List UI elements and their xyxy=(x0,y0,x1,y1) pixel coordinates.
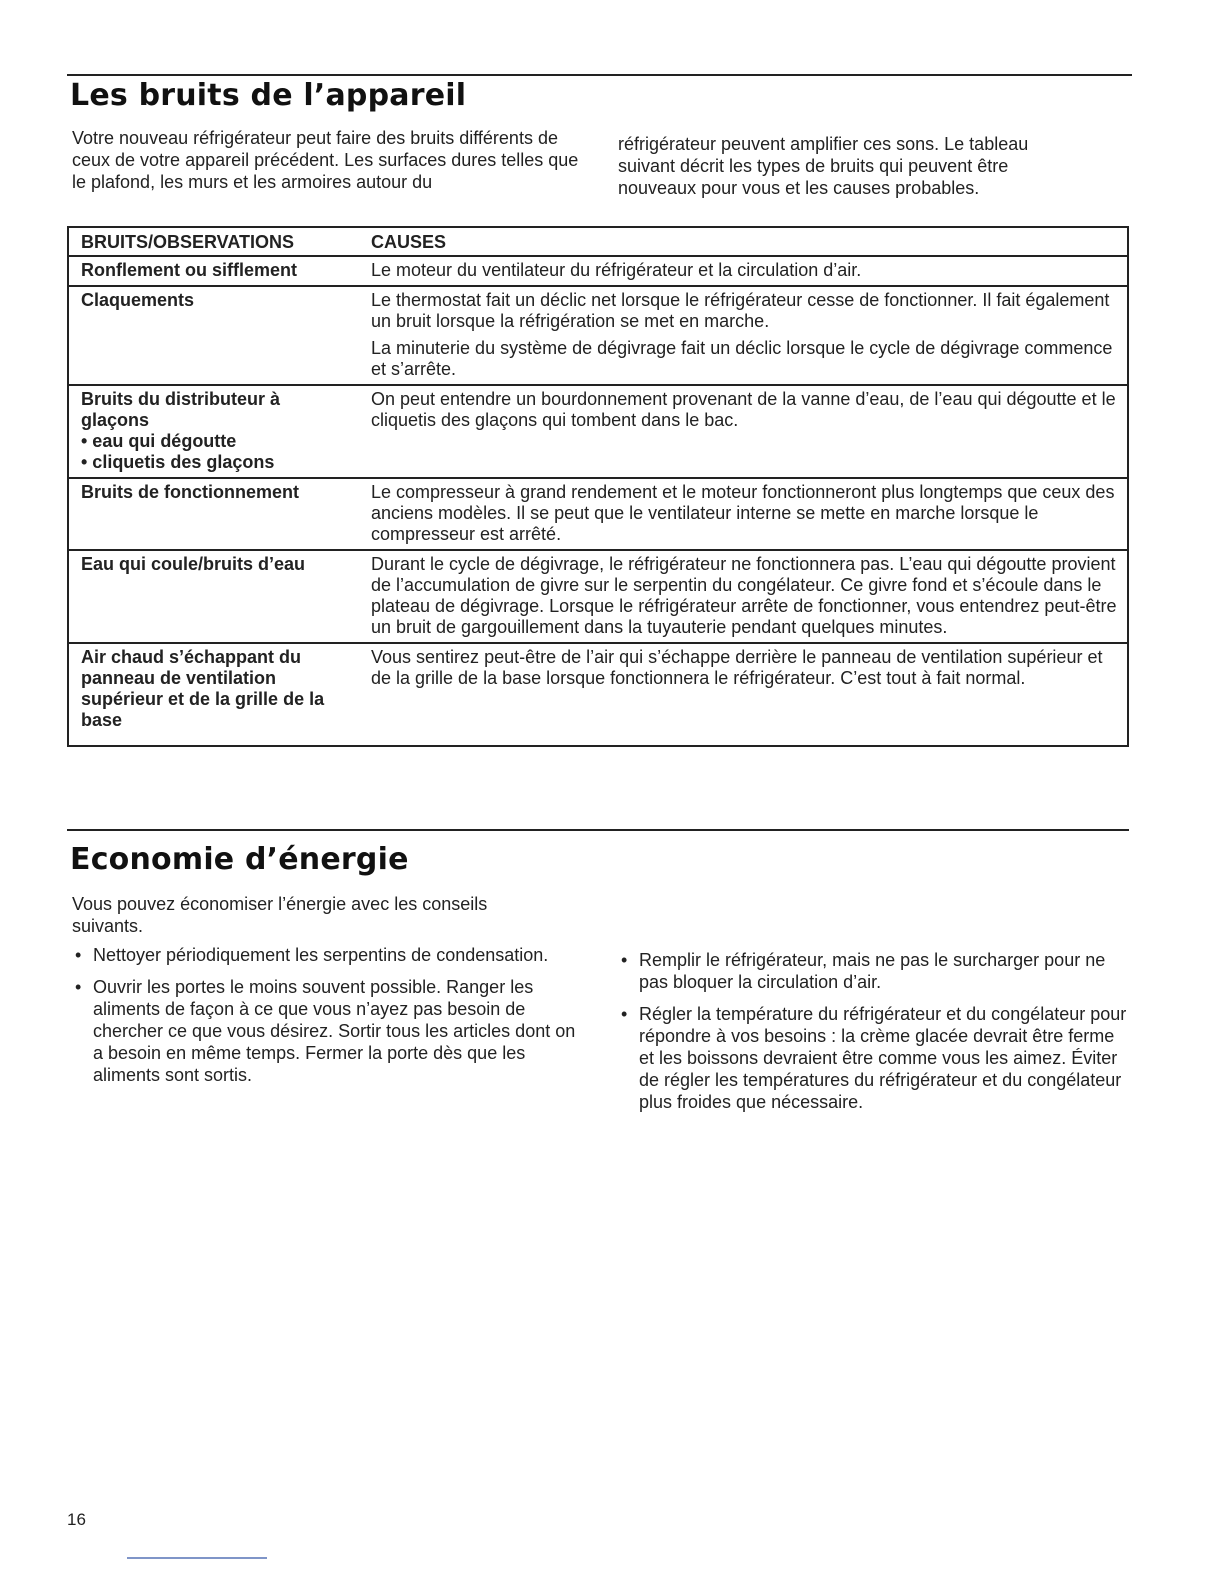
row-cause xyxy=(359,478,1128,550)
section-title-noises: Les bruits de l’appareil xyxy=(70,78,467,113)
list-item xyxy=(72,976,582,1086)
cause-text: Durant le cycle de dégivrage, le réfrigérateur ne fonctionnera pas. L’eau qui dégoutte provient de l’accumulation de givre sur le serpentin du congélateur. Ce givre fond et s’écoule dans le plateau de dégivrage. Lorsque le réfrigérateur arrête de fonctionner, vous entendrez peut-être un bruit de gargouillement dans la tuyauterie pendant quelques minutes. xyxy=(371,554,1117,637)
table-row xyxy=(68,385,1128,478)
row-observation: Bruits de fonctionnement xyxy=(68,478,359,550)
table-row xyxy=(68,478,1128,550)
row-cause xyxy=(359,385,1128,478)
footer-rule xyxy=(127,1557,267,1559)
noises-intro-left: Votre nouveau réfrigérateur peut faire des bruits différents de ceux de votre appareil précédent. Les surfaces dures telles que le plafond, les murs et les armoires autour du xyxy=(72,128,579,192)
energy-tips-right xyxy=(618,949,1128,1123)
section-divider-top xyxy=(67,74,1132,76)
row-observation: Claquements xyxy=(68,286,359,385)
bullet-icon: • xyxy=(621,950,628,970)
row-cause xyxy=(359,643,1128,746)
bullet-icon: • xyxy=(75,977,82,997)
cause-text: Le compresseur à grand rendement et le moteur fonctionneront plus longtemps que ceux des anciens modèles. Il se peut que le ventilateur interne se mette en marche lorsque le compresseur est arrêté. xyxy=(371,482,1115,544)
tip-text: Remplir le réfrigérateur, mais ne pas le surcharger pour ne pas bloquer la circulation d’air. xyxy=(639,950,1106,992)
header-causes: CAUSES xyxy=(371,232,447,252)
table-row xyxy=(68,643,1128,746)
cause-text: Le moteur du ventilateur du réfrigérateur et la circulation d’air. xyxy=(371,260,862,280)
row-observation: Bruits du distributeur à glaçons xyxy=(81,389,281,430)
table-row xyxy=(68,550,1128,643)
cause-text: Vous sentirez peut-être de l’air qui s’échappe derrière le panneau de ventilation supérieur et de la grille de la base lorsque fonctionnera le réfrigérateur. C’est tout à fait normal. xyxy=(371,647,1103,688)
row-observation-subitem: • cliquetis des glaçons xyxy=(81,452,275,472)
bullet-icon: • xyxy=(621,1004,628,1024)
header-observations: BRUITS/OBSERVATIONS xyxy=(68,227,359,256)
noises-intro-right: réfrigérateur peuvent amplifier ces sons. Le tableau suivant décrit les types de bruits qui peuvent être nouveaux pour vous et les causes probables. xyxy=(618,134,1029,198)
list-item xyxy=(72,944,582,966)
list-item xyxy=(618,949,1128,993)
row-observation-subitem: • eau qui dégoutte xyxy=(81,431,237,451)
row-cause xyxy=(359,550,1128,643)
cause-text: Le thermostat fait un déclic net lorsque le réfrigérateur cesse de fonctionner. Il fait également un bruit lorsque la réfrigération se met en marche. xyxy=(371,290,1110,331)
bullet-icon: • xyxy=(75,945,82,965)
section-title-energy: Economie d’énergie xyxy=(70,842,409,877)
tip-text: Régler la température du réfrigérateur et du congélateur pour répondre à vos besoins : la crème glacée devrait être ferme et les boissons devraient être comme vous les aimez. Éviter de régler les températures du réfrigérateur et du congélateur plus froides que nécessaire. xyxy=(639,1004,1127,1112)
row-cause xyxy=(359,286,1128,385)
energy-tips-left xyxy=(72,944,582,1096)
cause-text: On peut entendre un bourdonnement provenant de la vanne d’eau, de l’eau qui dégoutte et le cliquetis des glaçons qui tombent dans le bac. xyxy=(371,389,1116,430)
noise-table xyxy=(67,226,1129,747)
list-item xyxy=(618,1003,1128,1113)
energy-intro: Vous pouvez économiser l’énergie avec les conseils suivants. xyxy=(72,894,488,936)
table-row xyxy=(68,286,1128,385)
row-observation: Air chaud s’échappant du panneau de ventilation supérieur et de la grille de la base xyxy=(68,643,359,746)
tip-text: Ouvrir les portes le moins souvent possible. Ranger les aliments de façon à ce que vous n’ayez pas besoin de chercher ce que vous désirez. Sortir tous les articles dont on a besoin en même temps. Fermer la porte dès que les aliments sont sortis. xyxy=(93,977,576,1085)
row-observation: Ronflement ou sifflement xyxy=(68,256,359,286)
noise-table-header xyxy=(68,227,1128,256)
cause-text: La minuterie du système de dégivrage fait un déclic lorsque le cycle de dégivrage commence et s’arrête. xyxy=(371,338,1113,379)
tip-text: Nettoyer périodiquement les serpentins de condensation. xyxy=(93,945,549,965)
row-observation: Eau qui coule/bruits d’eau xyxy=(68,550,359,643)
table-row xyxy=(68,256,1128,286)
page-number: 16 xyxy=(67,1510,86,1529)
section-divider-energy xyxy=(67,829,1129,831)
row-observation-group xyxy=(68,385,359,478)
row-cause xyxy=(359,256,1128,286)
